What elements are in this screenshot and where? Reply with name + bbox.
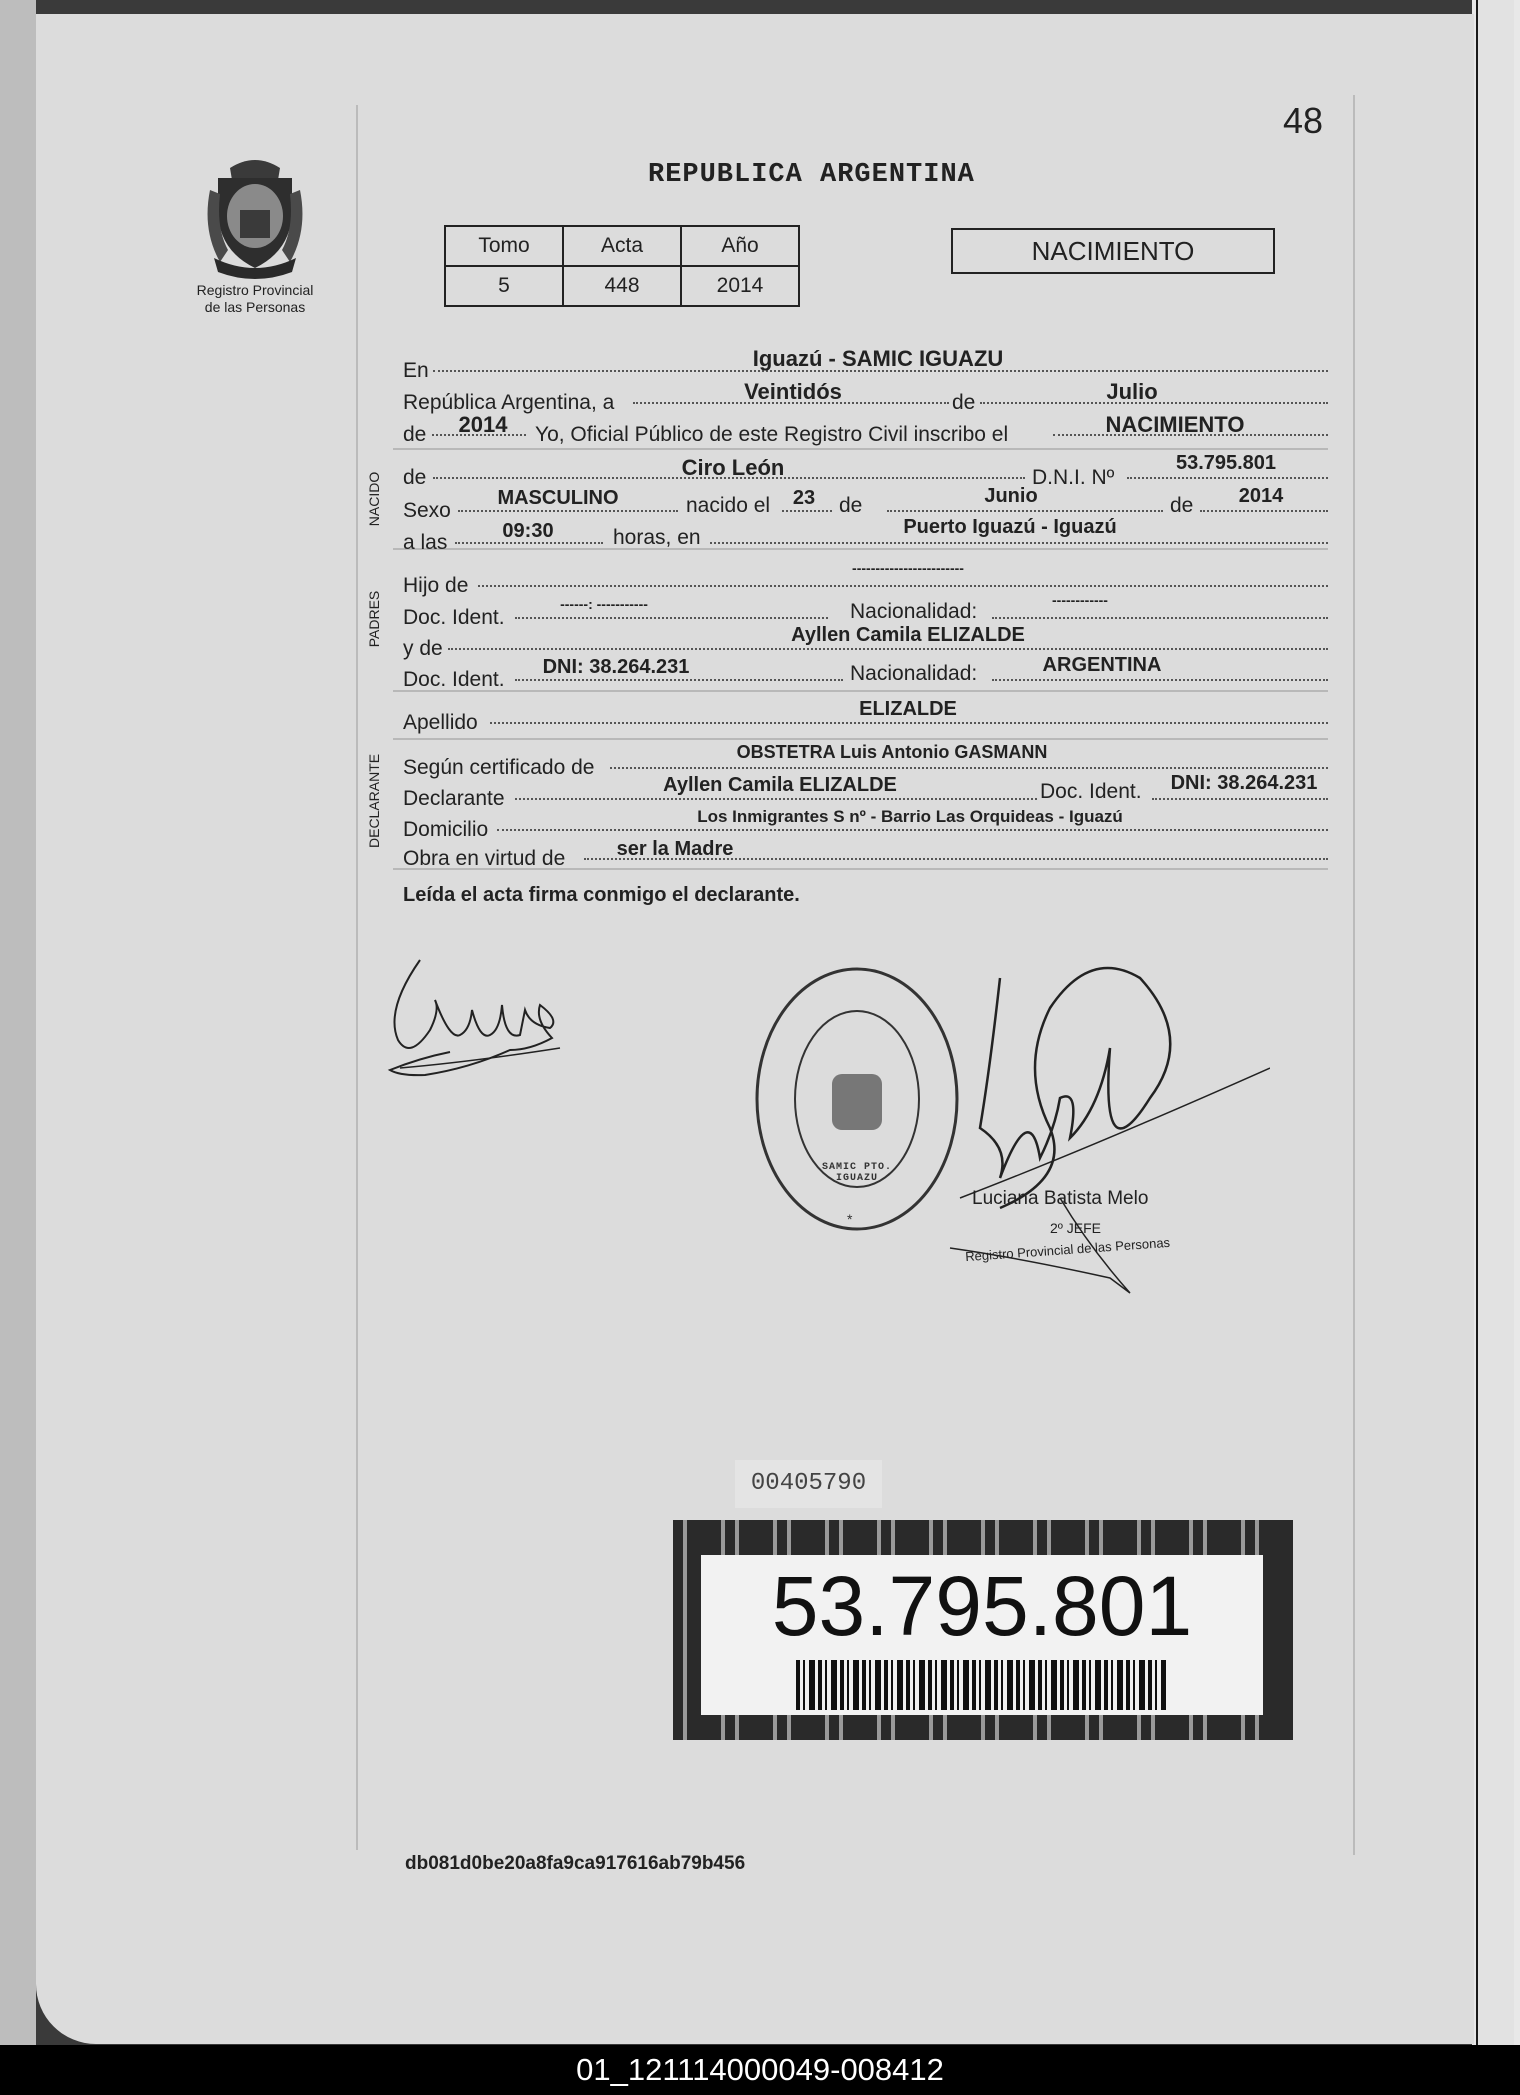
value-domicilio: Los Inmigrantes S nº - Barrio Las Orquideas - Iguazú: [697, 807, 1123, 826]
label-nacionalidad-padre: Nacionalidad:: [850, 600, 978, 623]
emblem-caption-line1: Registro Provincial: [196, 282, 314, 298]
value-dia-letras: Veintidós: [744, 379, 842, 404]
label-hijo-de: Hijo de: [403, 574, 469, 597]
label-doc-ident-padre: Doc. Ident.: [403, 606, 505, 629]
dots-madre-doc: [515, 679, 843, 681]
label-de-nombre: de: [403, 466, 427, 489]
dots-sexo: [458, 510, 678, 512]
emblem-caption: [175, 282, 335, 316]
value-padre-doc: ------: -----------: [560, 596, 648, 612]
separator-apellido: [393, 690, 1328, 692]
label-apellido: Apellido: [403, 711, 478, 734]
side-label-nacido: NACIDO: [366, 471, 382, 527]
label-horas-en: horas, en: [613, 526, 701, 549]
dots-apellido: [490, 722, 1328, 724]
label-de-anio-nac: de: [1170, 494, 1194, 517]
dots-certificado: [610, 767, 1328, 769]
value-lugar-nac: Puerto Iguazú - Iguazú: [903, 516, 1117, 538]
document-title: REPUBLICA ARGENTINA: [648, 160, 975, 190]
label-doc-ident-madre: Doc. Ident.: [403, 668, 505, 691]
stamp-inner-text: SAMIC PTO. IGUAZU: [821, 1162, 892, 1184]
value-padre: ------------------------: [852, 560, 964, 576]
barcode-bars: [796, 1660, 1166, 1710]
dots-declarante-doc: [1152, 798, 1328, 800]
official-name: Luciana Batista Melo: [972, 1188, 1149, 1209]
side-label-padres: PADRES: [366, 590, 382, 648]
barcode-inner: [701, 1555, 1263, 1715]
value-anio: 2014: [458, 412, 508, 437]
label-sexo: Sexo: [403, 499, 451, 522]
label-nacionalidad-madre: Nacionalidad:: [850, 662, 978, 685]
official-role: 2º JEFE: [1050, 1220, 1102, 1236]
label-domicilio: Domicilio: [403, 818, 489, 841]
label-a-las: a las: [403, 531, 448, 554]
dots-declarante: [515, 798, 1037, 800]
scan-left-edge: [0, 0, 36, 2045]
label-oficial: Yo, Oficial Público de este Registro Civil inscribo el: [535, 423, 1009, 446]
value-dia-nac: 23: [792, 487, 816, 509]
separator-nacido: [393, 448, 1328, 450]
barcode-number: 53.795.801: [771, 1559, 1193, 1653]
page-number: 48: [1283, 100, 1324, 141]
label-obra: Obra en virtud de: [403, 847, 566, 870]
label-de-anio: de: [403, 423, 427, 446]
dots-dia-nac: [782, 510, 832, 512]
label-doc-ident-declarante: Doc. Ident.: [1040, 780, 1142, 803]
value-hora: 09:30: [502, 520, 554, 542]
value-madre-doc: DNI: 38.264.231: [542, 656, 690, 678]
label-segun: Según certificado de: [403, 756, 595, 779]
label-declarante: Declarante: [403, 787, 505, 810]
header-acta: Acta: [563, 226, 681, 266]
province-emblem: [200, 150, 310, 280]
dots-anio-nac: [1200, 510, 1328, 512]
official-office: Registro Provincial de las Personas: [964, 1234, 1171, 1265]
dots-domicilio: [497, 829, 1328, 831]
closing-statement: Leída el acta firma conmigo el declarante.: [403, 884, 800, 906]
value-apellido: ELIZALDE: [859, 698, 957, 720]
serial-label: 00405790: [735, 1460, 882, 1508]
scan-right-edge: [1472, 0, 1520, 2045]
value-madre: Ayllen Camila ELIZALDE: [791, 624, 1025, 646]
dots-padre-doc: [515, 617, 828, 619]
dots-dni: [1127, 477, 1328, 479]
separator-declarante: [393, 738, 1328, 740]
value-dni: 53.795.801: [1175, 452, 1277, 474]
value-declarante-doc: DNI: 38.264.231: [1170, 772, 1318, 794]
svg-text:*: *: [847, 1211, 853, 1227]
label-nacido-el: nacido el: [686, 494, 771, 517]
value-mes-nac: Junio: [984, 485, 1038, 507]
value-sexo: MASCULINO: [497, 487, 619, 509]
document-hash: db081d0be20a8fa9ca917616ab79b456: [405, 1853, 746, 1874]
value-mes: Julio: [1106, 379, 1158, 404]
value-anio-nac: 2014: [1238, 485, 1284, 507]
registry-table-header-row: [445, 226, 799, 266]
dots-padre-nac: [992, 617, 1328, 619]
value-obra: ser la Madre: [616, 838, 734, 860]
header-tomo: Tomo: [445, 226, 563, 266]
dots-madre-nac: [992, 679, 1328, 681]
emblem-caption-line2: de las Personas: [204, 299, 306, 315]
dots-madre: [448, 648, 1328, 650]
label-en: En: [403, 359, 429, 382]
dots-lugar-nac: [710, 542, 1328, 544]
value-madre-nacionalidad: ARGENTINA: [1042, 654, 1162, 676]
separator-padres: [393, 548, 1328, 550]
right-margin-line: [1353, 95, 1355, 1855]
dots-mes-nac: [887, 510, 1163, 512]
value-padre-nacionalidad: ------------: [1052, 592, 1108, 608]
header-anio: Año: [681, 226, 799, 266]
value-lugar: Iguazú - SAMIC IGUAZU: [752, 346, 1004, 371]
label-dni: D.N.I. Nº: [1032, 466, 1115, 489]
barcode-sticker: [673, 1520, 1293, 1740]
side-label-declarante: DECLARANTE: [366, 753, 382, 848]
left-margin-line: [356, 105, 358, 1850]
declarant-signature: [380, 950, 580, 1090]
scan-footer-id: 01_121114000049-008412: [0, 2045, 1520, 2095]
registry-table-value-row: [445, 266, 799, 306]
value-acta: 448: [563, 266, 681, 306]
label-de-mes: de: [952, 391, 976, 414]
official-stamp: [752, 962, 962, 1237]
value-anio: 2014: [681, 266, 799, 306]
registry-table: [444, 225, 800, 307]
label-y-de: y de: [403, 637, 443, 660]
value-nombre: Ciro León: [681, 455, 785, 480]
dots-padre: [478, 585, 1328, 587]
act-type-box: NACIMIENTO: [951, 228, 1275, 274]
label-de-mes-nac: de: [839, 494, 863, 517]
official-signature: [940, 948, 1270, 1318]
value-certificado: OBSTETRA Luis Antonio GASMANN: [736, 742, 1048, 762]
value-acto: NACIMIENTO: [1105, 412, 1245, 437]
value-tomo: 5: [445, 266, 563, 306]
label-republica: República Argentina, a: [403, 391, 615, 414]
value-declarante: Ayllen Camila ELIZALDE: [663, 774, 897, 796]
